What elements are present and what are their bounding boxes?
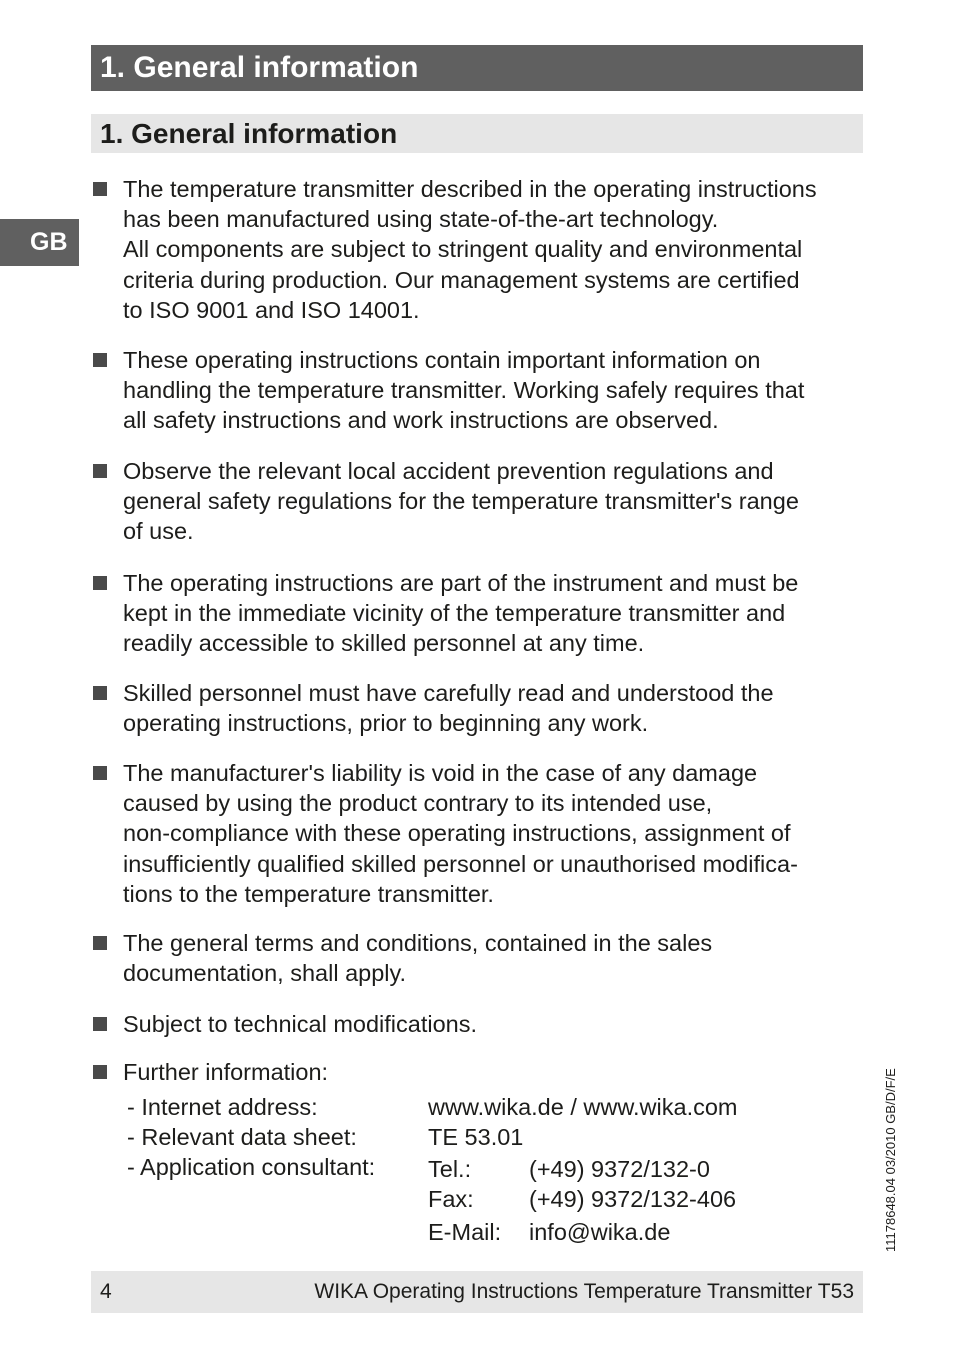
- list-item: [91, 345, 866, 436]
- list-item-text: The operating instructions are part of the instrument and must be kept in the immediate vicinity of the temperature transmitter and readily accessible to skilled personnel at any time.: [123, 570, 799, 657]
- email-label: E-Mail:: [428, 1219, 502, 1245]
- fax-value: (+49) 9372/132-406: [529, 1186, 737, 1212]
- square-bullet-icon: [93, 576, 107, 590]
- list-item: [91, 174, 866, 325]
- square-bullet-icon: [93, 936, 107, 950]
- fax-label: Fax:: [428, 1186, 474, 1212]
- section-title: 1. General information: [91, 114, 863, 153]
- list-item: [91, 568, 866, 659]
- list-item-text: Observe the relevant local accident prevention regulations and general safety regulations for the temperature transmitter's range of use.: [123, 458, 799, 545]
- square-bullet-icon: [93, 1065, 107, 1079]
- email-value[interactable]: info@wika.de: [529, 1219, 671, 1245]
- datasheet-label: - Relevant data sheet:: [127, 1124, 357, 1150]
- tel-label: Tel.:: [428, 1156, 472, 1182]
- list-item: [91, 1009, 866, 1039]
- list-item: [91, 758, 866, 909]
- internet-value[interactable]: www.wika.de / www.wika.com: [428, 1094, 738, 1120]
- list-item: [91, 678, 866, 738]
- list-item-text: The general terms and conditions, contained in the sales documentation, shall apply.: [123, 930, 713, 987]
- chapter-header: 1. General information: [91, 45, 863, 91]
- internet-label: - Internet address:: [127, 1094, 318, 1120]
- square-bullet-icon: [93, 353, 107, 367]
- consultant-label: - Application consultant:: [127, 1154, 376, 1180]
- list-item-text: Further information:: [123, 1059, 329, 1085]
- list-item-text: The manufacturer's liability is void in the case of any damage caused by using the product contrary to its intended use, non-compliance with these operating instructions, assignment of insufficiently qualified skilled personnel or unauthorised modifica- tions to the temperature transmitter.: [123, 760, 798, 907]
- page-number: 4: [100, 1280, 112, 1303]
- document-code: 11178648.04 03/2010 GB/D/F/E: [883, 1068, 898, 1252]
- list-item-text: Skilled personnel must have carefully read and understood the operating instructions, prior to beginning any work.: [123, 680, 774, 737]
- list-item-text: Subject to technical modifications.: [123, 1011, 477, 1037]
- datasheet-value: TE 53.01: [428, 1124, 524, 1150]
- square-bullet-icon: [93, 1017, 107, 1031]
- footer-title: WIKA Operating Instructions Temperature Transmitter T53: [314, 1280, 854, 1303]
- square-bullet-icon: [93, 766, 107, 780]
- square-bullet-icon: [93, 464, 107, 478]
- page-footer: [91, 1271, 863, 1313]
- list-item: [91, 928, 866, 988]
- list-item-text: These operating instructions contain important information on handling the temperature transmitter. Working safely requires that all safety instructions and work instructions are observed.: [123, 347, 805, 434]
- list-item: [91, 1057, 866, 1087]
- tel-value: (+49) 9372/132-0: [529, 1156, 710, 1182]
- list-item: [91, 456, 866, 547]
- language-tab: GB: [0, 219, 79, 266]
- list-item-text: The temperature transmitter described in the operating instructions has been manufactured using state-of-the-art technology. All components are subject to stringent quality and environmental criteria during production. Our management systems are certified to ISO 9001 and ISO 14001.: [123, 176, 817, 323]
- square-bullet-icon: [93, 182, 107, 196]
- square-bullet-icon: [93, 686, 107, 700]
